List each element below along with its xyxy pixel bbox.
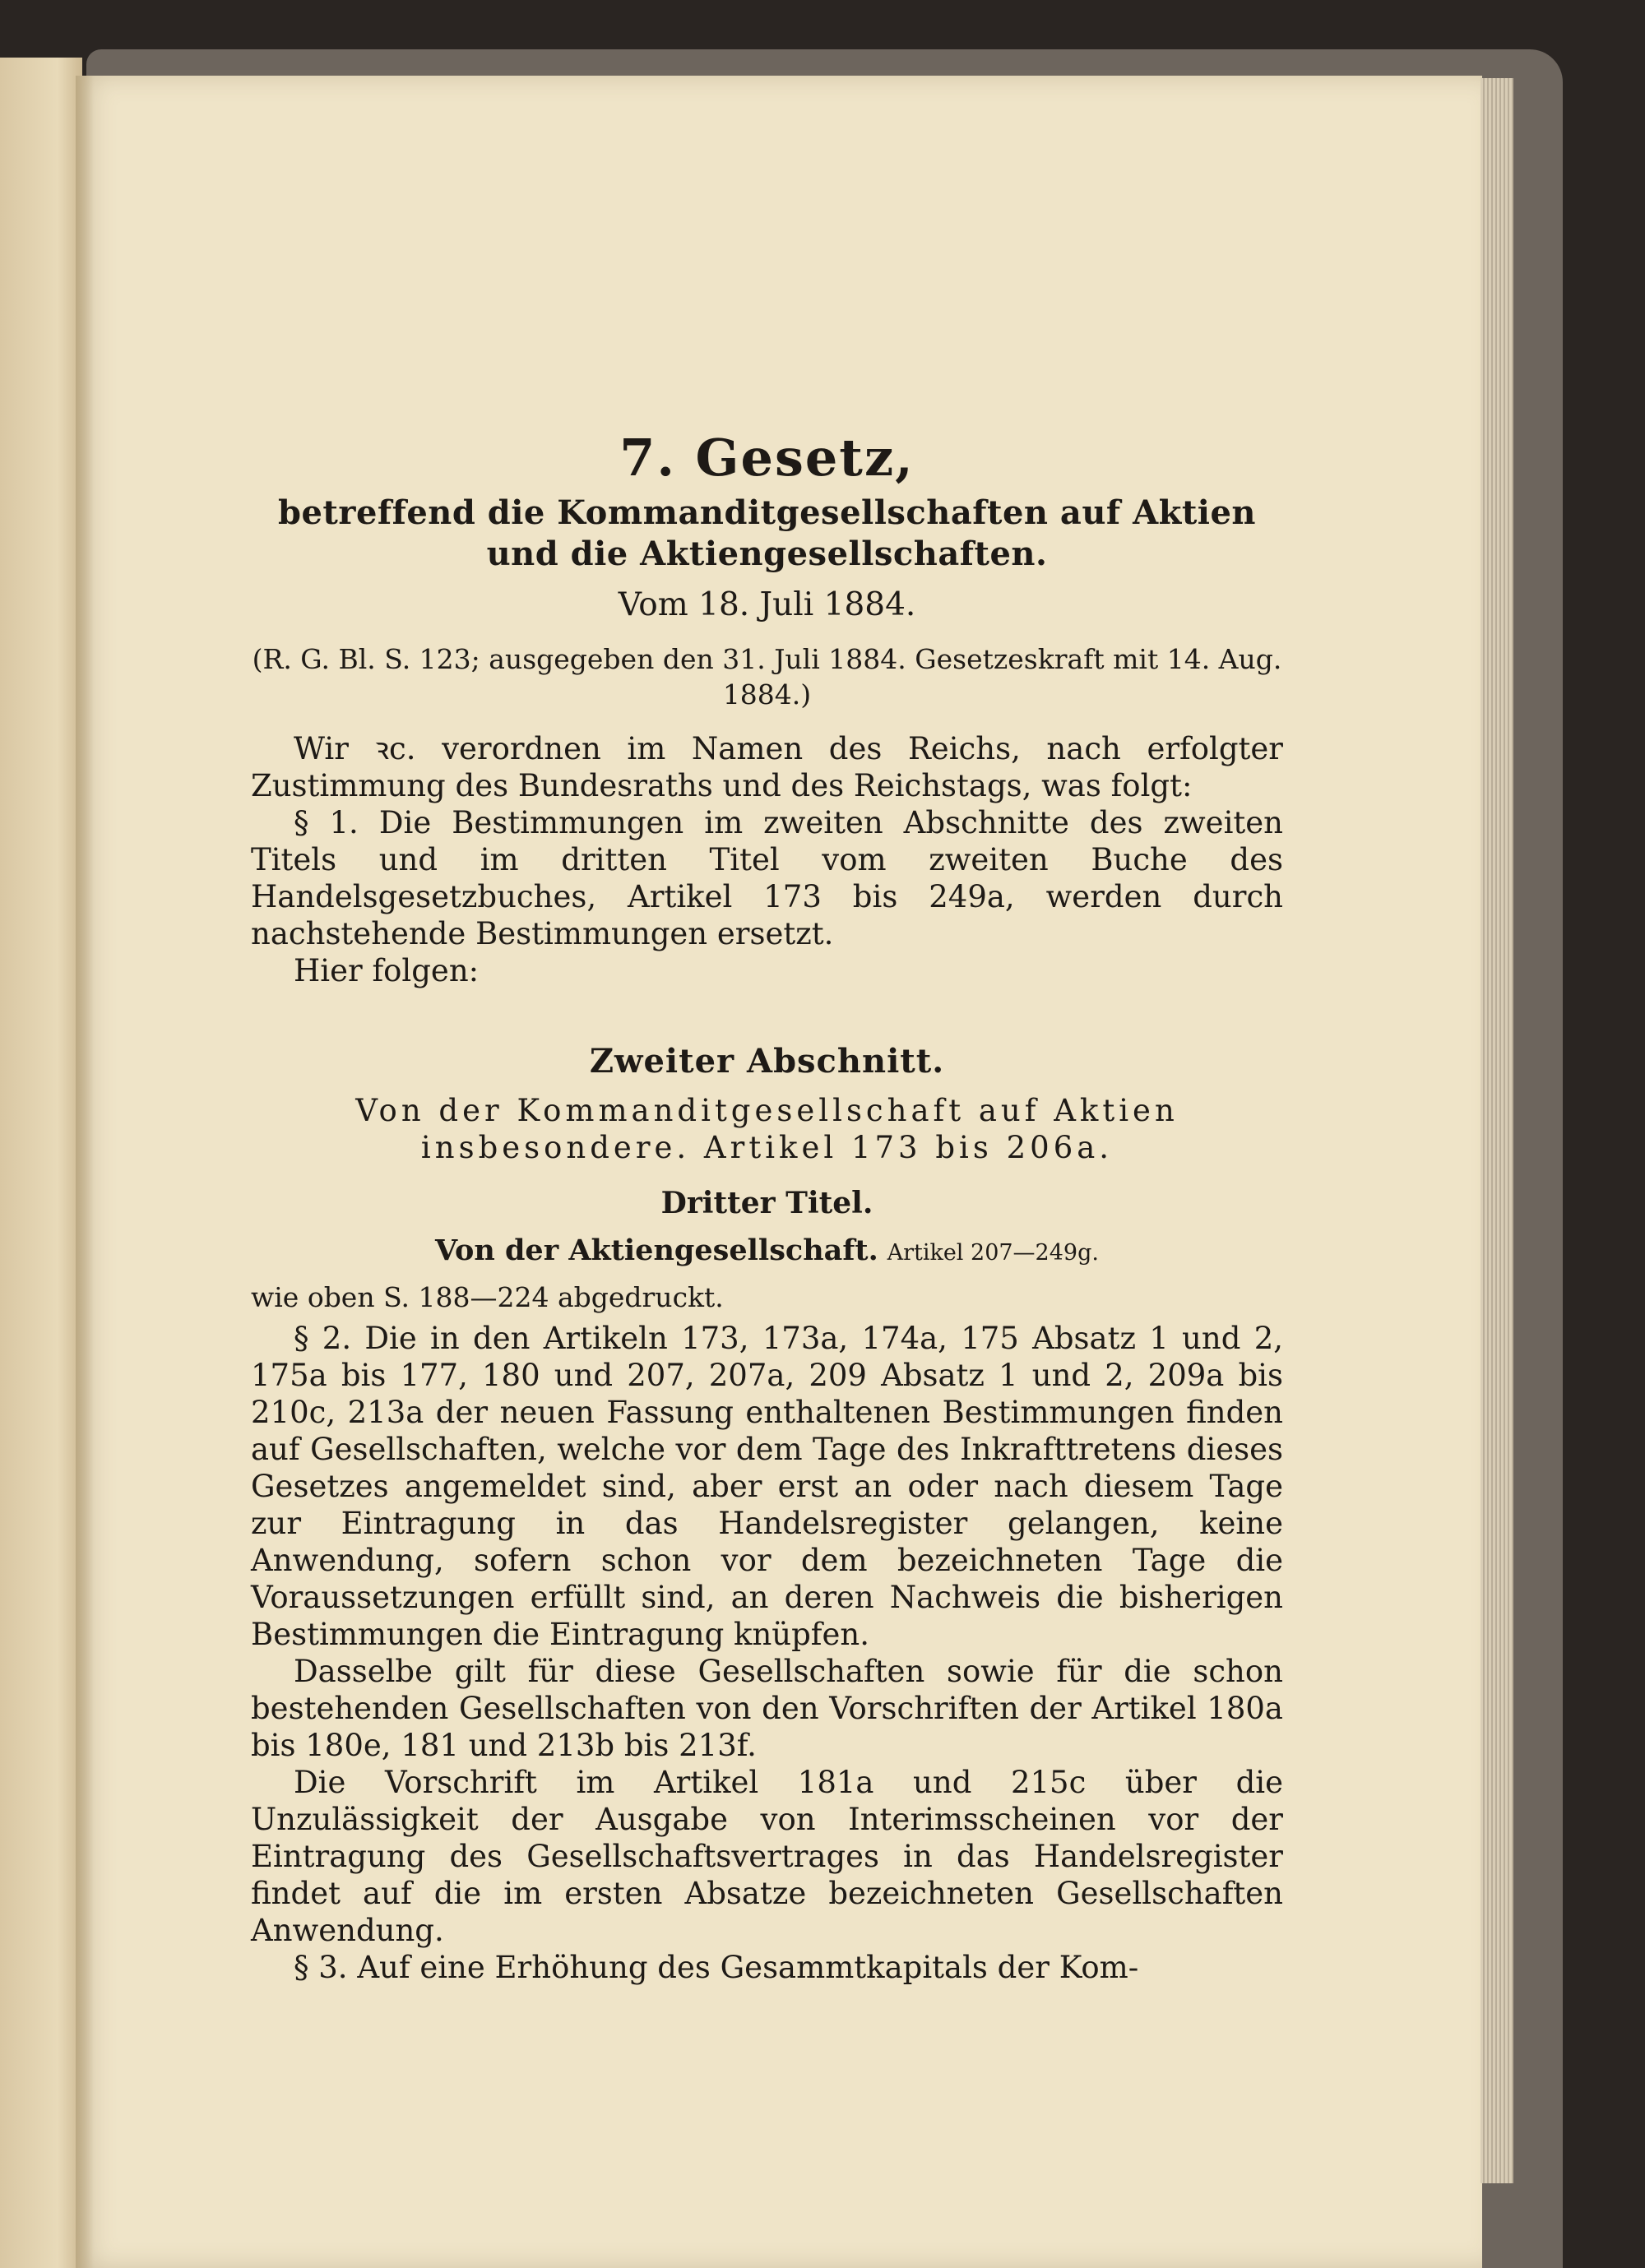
intro-paragraph: Wir ꝛc. verordnen im Namen des Reichs, nach erfolgter Zustimmung des Bundesraths und des Reichstags, was folgt: [251, 731, 1283, 803]
spacer [251, 989, 1283, 1022]
title-subheading-articles: Artikel 207—249g. [887, 1240, 1099, 1266]
title-subheading-bold: Von der Aktiengesellschaft. [435, 1234, 878, 1267]
title-subheading [251, 1234, 1283, 1267]
section-heading: Zweiter Abschnitt. [589, 1042, 945, 1081]
law-date: Vom 18. Juli 1884. [618, 586, 916, 623]
paragraph-2: § 2. Die in den Artikeln 173, 173a, 174a, 175 Absatz 1 und 2, 175a bis 177, 180 und 207, 207a, 209 Absatz 1 und 2, 209a bis 210c, 213a der neuen Fassung enthaltenen Bestimmungen finden auf Gesellschaften, welche vor dem Tage des Inkrafttretens dieses Gesetzes angemeldet sind, aber erst an oder nach diesem Tage zur Eintragung in das Handelsregister gelangen, keine Anwendung, sofern schon vor dem bezeichneten Tage die Voraussetzungen erfüllt sind, an deren Nachweis die bisherigen Bestimmungen die Eintragung knüpfen. [251, 1321, 1283, 1652]
paragraph-1: § 1. Die Bestimmungen im zweiten Abschnitte des zweiten Titels und im dritten Titel vom zweiten Buche des Handelsgesetzbuches, Artikel 173 bis 249a, werden durch nachstehende Bestimmungen ersetzt. [251, 805, 1283, 951]
reprint-note: wie oben S. 188—224 abgedruckt. [251, 1281, 724, 1313]
law-subtitle: betreffend die Kommanditgesellschaften auf Aktien und die Aktiengesellschaften. [277, 493, 1257, 573]
paragraph-5: § 3. Auf eine Erhöhung des Gesammtkapitals der Kom- [294, 1950, 1139, 1985]
page-content [251, 428, 1283, 1986]
law-title: 7. Gesetz, [619, 428, 915, 488]
page-edges [1480, 78, 1513, 2183]
page-gutter [76, 76, 94, 2268]
left-page-edge [0, 58, 82, 2268]
title-heading: Dritter Titel. [660, 1186, 873, 1220]
follows-line: Hier folgen: [294, 953, 480, 988]
section-subheading: Von der Kommanditgesellschaft auf Aktien insbesondere. Artikel 173 bis 206a. [355, 1093, 1179, 1165]
law-source: (R. G. Bl. S. 123; ausgegeben den 31. Juli 1884. Gesetzeskraft mit 14. Aug. 1884.) [252, 643, 1282, 710]
paragraph-4: Die Vorschrift im Artikel 181a und 215c über die Unzulässigkeit der Ausgabe von Interimsscheinen vor der Eintragung des Gesellschaftsvertrages in das Handelsregister findet auf die im ersten Absatze bezeichneten Gesellschaften Anwendung. [251, 1765, 1283, 1948]
paragraph-3: Dasselbe gilt für diese Gesellschaften sowie für die schon bestehenden Gesellschaften von den Vorschriften der Artikel 180a bis 180e, 181 und 213b bis 213f. [251, 1654, 1283, 1763]
